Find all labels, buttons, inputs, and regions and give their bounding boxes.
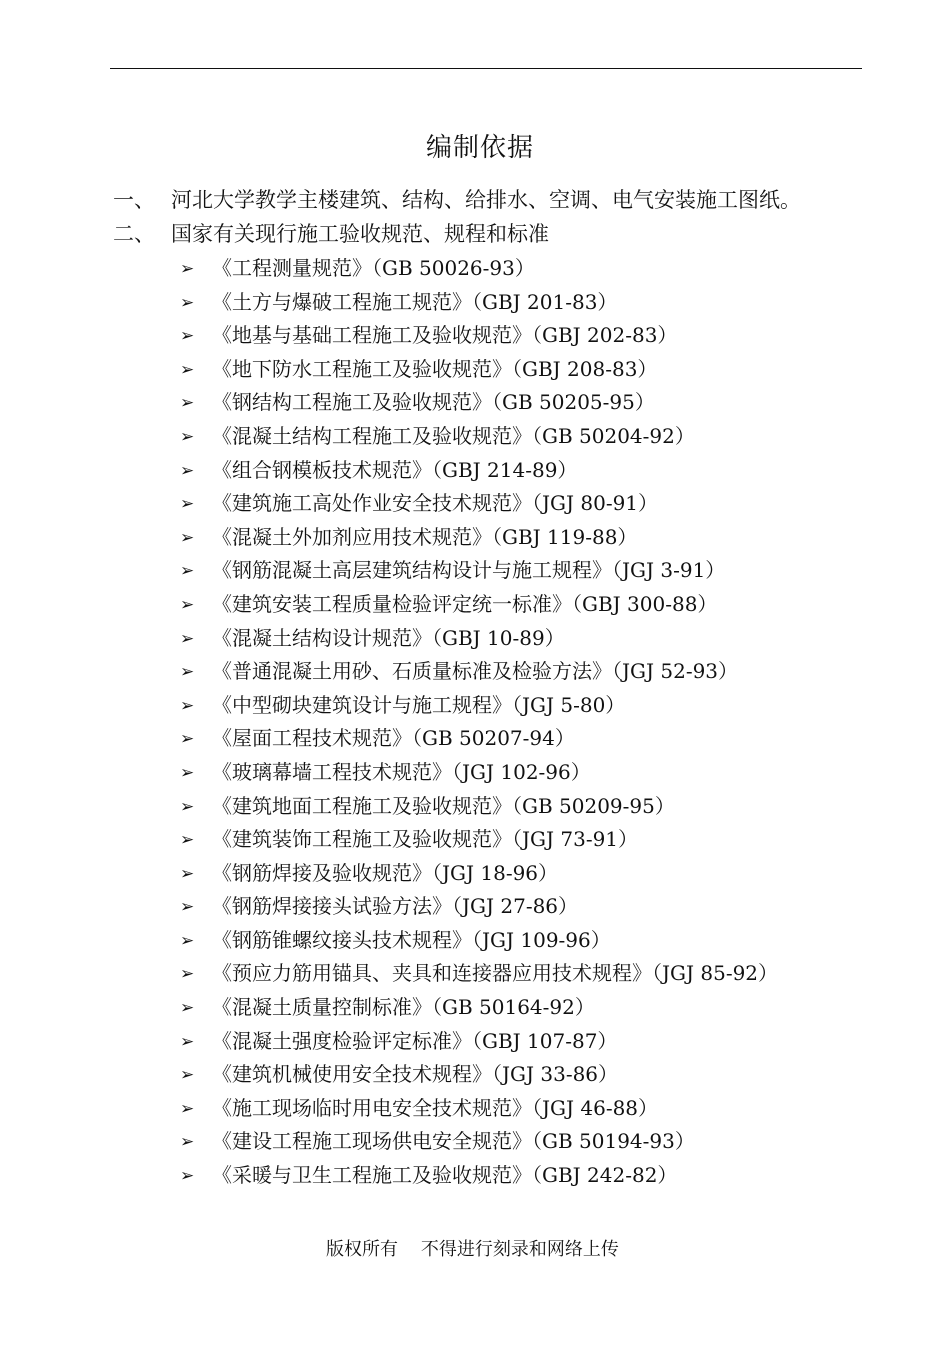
arrowhead-bullet-icon: ➢ xyxy=(180,594,195,615)
standard-code: （GBJ 107-87） xyxy=(472,1028,618,1053)
standard-code: （GBJ 214-89） xyxy=(432,457,578,482)
section-number: 二、 xyxy=(113,222,155,246)
arrowhead-bullet-icon: ➢ xyxy=(180,964,195,985)
standard-code: （JGJ 102-96） xyxy=(452,759,591,784)
arrowhead-bullet-icon: ➢ xyxy=(180,494,195,515)
arrowhead-bullet-icon: ➢ xyxy=(180,426,195,447)
standard-code: （GBJ 202-83） xyxy=(532,323,678,348)
footer-copyright: 版权所有 不得进行刻录和网络上传 xyxy=(326,1239,619,1260)
list-item xyxy=(180,487,778,521)
list-item xyxy=(180,890,778,924)
arrowhead-bullet-icon: ➢ xyxy=(180,796,195,817)
list-item xyxy=(180,554,778,588)
standard-name: 《钢筋焊接及验收规范》 xyxy=(212,860,432,885)
list-item xyxy=(180,420,778,454)
standard-name: 《建筑机械使用安全技术规程》 xyxy=(212,1062,492,1087)
arrowhead-bullet-icon: ➢ xyxy=(180,1065,195,1086)
standard-code: （JGJ 5-80） xyxy=(512,692,626,717)
list-item xyxy=(180,622,778,656)
standard-code: （JGJ 85-92） xyxy=(652,961,779,986)
standard-name: 《钢筋锥螺纹接头技术规程》 xyxy=(212,927,472,952)
list-item xyxy=(180,1025,778,1059)
standard-name: 《土方与爆破工程施工规范》 xyxy=(212,289,472,314)
standard-code: （JGJ 18-96） xyxy=(432,860,559,885)
standard-name: 《采暖与卫生工程施工及验收规范》 xyxy=(212,1163,532,1188)
standard-code: （GBJ 201-83） xyxy=(472,289,618,314)
arrowhead-bullet-icon: ➢ xyxy=(180,863,195,884)
list-item xyxy=(180,722,778,756)
arrowhead-bullet-icon: ➢ xyxy=(180,292,195,313)
arrowhead-bullet-icon: ➢ xyxy=(180,259,195,279)
standard-name: 《钢结构工程施工及验收规范》 xyxy=(212,390,492,415)
standard-code: （JGJ 3-91） xyxy=(612,558,726,583)
standard-name: 《混凝土强度检验评定标准》 xyxy=(212,1028,472,1053)
section-item xyxy=(113,185,801,215)
standard-code: （GB 50194-93） xyxy=(532,1129,695,1154)
standard-name: 《钢筋混凝土高层建筑结构设计与施工规程》 xyxy=(212,558,612,583)
standard-code: （GB 50205-95） xyxy=(492,390,655,415)
list-item xyxy=(180,1092,778,1126)
standard-code: （GB 50164-92） xyxy=(432,995,595,1020)
arrowhead-bullet-icon: ➢ xyxy=(180,930,195,951)
list-item xyxy=(180,454,778,488)
section-text: 河北大学教学主楼建筑、结构、给排水、空调、电气安装施工图纸。 xyxy=(171,188,801,212)
standard-code: （JGJ 73-91） xyxy=(512,827,639,852)
arrowhead-bullet-icon: ➢ xyxy=(180,628,195,649)
list-item xyxy=(180,924,778,958)
standard-name: 《施工现场临时用电安全技术规范》 xyxy=(212,1095,532,1120)
standard-name: 《工程测量规范》 xyxy=(212,256,372,280)
list-item xyxy=(180,991,778,1025)
list-item xyxy=(180,386,778,420)
standard-name: 《组合钢模板技术规范》 xyxy=(212,457,432,482)
list-item xyxy=(180,689,778,723)
standard-name: 《混凝土质量控制标准》 xyxy=(212,995,432,1020)
section-text: 国家有关现行施工验收规范、规程和标准 xyxy=(171,222,549,246)
arrowhead-bullet-icon: ➢ xyxy=(180,527,195,548)
list-item xyxy=(180,957,778,991)
arrowhead-bullet-icon: ➢ xyxy=(180,326,195,347)
list-item xyxy=(180,655,778,689)
standard-code: （GB 50204-92） xyxy=(532,423,695,448)
list-item xyxy=(180,588,778,622)
standard-name: 《地基与基础工程施工及验收规范》 xyxy=(212,323,532,348)
arrowhead-bullet-icon: ➢ xyxy=(180,662,195,683)
standard-code: （JGJ 27-86） xyxy=(452,894,579,919)
standard-code: （GB 50209-95） xyxy=(512,793,675,818)
list-item xyxy=(180,521,778,555)
standard-code: （GBJ 300-88） xyxy=(572,591,718,616)
standard-code: （JGJ 109-96） xyxy=(472,927,611,952)
arrowhead-bullet-icon: ➢ xyxy=(180,695,195,716)
arrowhead-bullet-icon: ➢ xyxy=(180,359,195,380)
arrowhead-bullet-icon: ➢ xyxy=(180,561,195,582)
standard-code: （GB 50207-94） xyxy=(412,726,575,751)
standard-name: 《玻璃幕墙工程技术规范》 xyxy=(212,759,452,784)
standard-name: 《建设工程施工现场供电安全规范》 xyxy=(212,1129,532,1154)
standard-code: （JGJ 80-91） xyxy=(532,491,659,516)
standard-code: （GBJ 119-88） xyxy=(492,524,638,549)
list-item xyxy=(180,1159,778,1193)
standard-name: 《建筑地面工程施工及验收规范》 xyxy=(212,793,512,818)
list-item xyxy=(180,252,778,286)
arrowhead-bullet-icon: ➢ xyxy=(180,460,195,481)
list-item xyxy=(180,353,778,387)
list-item xyxy=(180,790,778,824)
section-item xyxy=(113,219,549,249)
standard-name: 《屋面工程技术规范》 xyxy=(212,726,412,751)
standard-name: 《混凝土外加剂应用技术规范》 xyxy=(212,524,492,549)
list-item xyxy=(180,286,778,320)
arrowhead-bullet-icon: ➢ xyxy=(180,393,195,414)
standard-name: 《钢筋焊接接头试验方法》 xyxy=(212,894,452,919)
arrowhead-bullet-icon: ➢ xyxy=(180,1132,195,1153)
arrowhead-bullet-icon: ➢ xyxy=(180,729,195,750)
standard-name: 《地下防水工程施工及验收规范》 xyxy=(212,356,512,381)
standards-list xyxy=(180,252,778,1193)
list-item xyxy=(180,756,778,790)
header-rule xyxy=(110,68,862,69)
standard-code: （GB 50026-93） xyxy=(372,256,535,280)
standard-name: 《普通混凝土用砂、石质量标准及检验方法》 xyxy=(212,659,612,684)
standard-code: （JGJ 46-88） xyxy=(532,1095,659,1120)
list-item xyxy=(180,1058,778,1092)
standard-name: 《预应力筋用锚具、夹具和连接器应用技术规程》 xyxy=(212,961,652,986)
standard-code: （GBJ 208-83） xyxy=(512,356,658,381)
list-item xyxy=(180,857,778,891)
section-number: 一、 xyxy=(113,188,155,212)
standard-name: 《建筑安装工程质量检验评定统一标准》 xyxy=(212,591,572,616)
arrowhead-bullet-icon: ➢ xyxy=(180,762,195,783)
arrowhead-bullet-icon: ➢ xyxy=(180,1166,195,1187)
standard-name: 《建筑装饰工程施工及验收规范》 xyxy=(212,827,512,852)
list-item xyxy=(180,319,778,353)
standard-code: （GBJ 242-82） xyxy=(532,1163,678,1188)
list-item xyxy=(180,1125,778,1159)
standard-code: （GBJ 10-89） xyxy=(432,625,565,650)
arrowhead-bullet-icon: ➢ xyxy=(180,897,195,918)
arrowhead-bullet-icon: ➢ xyxy=(180,1031,195,1052)
standard-name: 《混凝土结构工程施工及验收规范》 xyxy=(212,423,532,448)
page-title: 编制依据 xyxy=(425,133,534,163)
arrowhead-bullet-icon: ➢ xyxy=(180,830,195,851)
standard-name: 《建筑施工高处作业安全技术规范》 xyxy=(212,491,532,516)
arrowhead-bullet-icon: ➢ xyxy=(180,998,195,1019)
standard-code: （JGJ 33-86） xyxy=(492,1062,619,1087)
standard-code: （JGJ 52-93） xyxy=(612,659,739,684)
list-item xyxy=(180,823,778,857)
arrowhead-bullet-icon: ➢ xyxy=(180,1098,195,1119)
standard-name: 《混凝土结构设计规范》 xyxy=(212,625,432,650)
standard-name: 《中型砌块建筑设计与施工规程》 xyxy=(212,692,512,717)
